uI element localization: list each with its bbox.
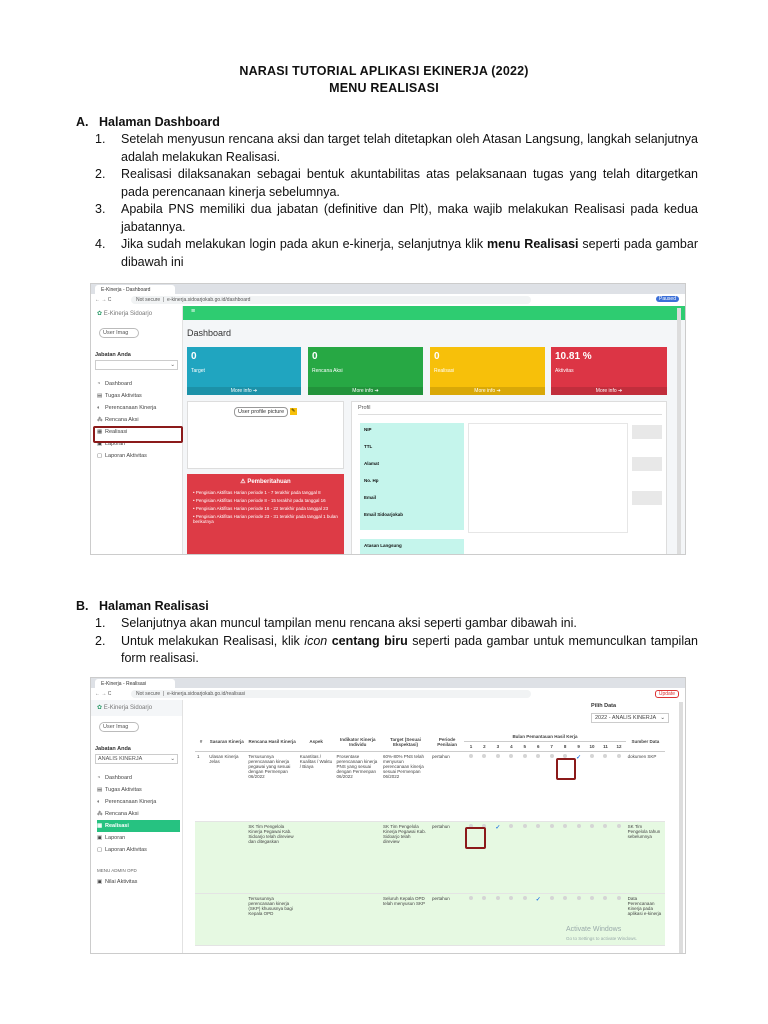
sidebar-item-nilai-aktivitas[interactable] (97, 876, 182, 888)
page-title: Dashboard (187, 328, 232, 338)
dot-icon (536, 824, 540, 828)
circle-icon: ◐ (97, 799, 101, 805)
arrow-right-icon: ➔ (253, 388, 258, 394)
cell-indikator (335, 822, 382, 894)
month-cell (532, 752, 545, 822)
windows-watermark: Activate Windows (566, 926, 622, 933)
dot-icon (617, 824, 621, 828)
dot-icon (523, 896, 527, 900)
dot-icon (550, 754, 554, 758)
sidebar-item-dashboard[interactable] (97, 772, 182, 784)
month-header: 6 (532, 742, 545, 752)
list-text: Selanjutnya akan muncul tampilan menu rencana aksi seperti gambar dibawah ini. (121, 616, 577, 630)
list-item (95, 131, 698, 166)
month-header: 11 (599, 742, 612, 752)
month-cell (478, 752, 491, 822)
stat-label: Realisasi (434, 368, 455, 374)
stat-label: Rencana Aksi (312, 368, 343, 374)
nav-label: Tugas Aktivitas (105, 787, 142, 793)
more-info-link[interactable]: More info ➔ (430, 387, 545, 395)
cell-sumber: dokumen SKP (626, 752, 665, 822)
notification-title: Pemberitahuan (247, 479, 291, 485)
more-info-link[interactable]: More info ➔ (187, 387, 301, 395)
table-icon: ▦ (97, 823, 103, 829)
cell-target: Seluruh Kepala OPD telah menyusun SKP (381, 894, 430, 946)
value-bar (632, 425, 662, 439)
browser-nav-icon[interactable]: ← → C (95, 297, 112, 303)
arrow-right-icon: ➔ (496, 388, 501, 394)
sidebar-item-laporan-aktivitas[interactable] (97, 450, 182, 462)
notification-item: • Pengisian Aktifitas Harian periode 1 - 7 terakhir pada tanggal 8 (193, 490, 321, 495)
jabatan-label: Jabatan Anda (95, 746, 131, 752)
month-cell (505, 894, 518, 946)
list-text: Jika sudah melakukan login pada akun e-kinerja, selanjutnya klik (121, 237, 488, 251)
month-header: 2 (478, 742, 491, 752)
stat-card-rencana-aksi (308, 347, 423, 395)
document-title: NARASI TUTORIAL APLIKASI EKINERJA (2022) (239, 64, 529, 78)
browser-chrome (91, 284, 685, 306)
sidebar (91, 700, 183, 953)
dot-icon (617, 896, 621, 900)
windows-watermark-sub: Go to Settings to activate Windows. (566, 936, 638, 941)
document-icon: ▢ (97, 453, 103, 459)
table-row (195, 822, 665, 894)
document-icon: ▢ (97, 847, 103, 853)
nav-label: Dashboard (105, 381, 132, 387)
report-icon: ▣ (97, 441, 103, 447)
pilih-data-label: Pilih Data (591, 703, 617, 709)
scrollbar[interactable] (679, 702, 683, 953)
profile-panel (351, 401, 667, 555)
user-image: User Imag (99, 722, 139, 732)
profile-row-atasan: Atasan Langsung (360, 539, 464, 555)
cell-sasaran: Ulasan Kinerja Jelas (207, 752, 246, 822)
month-cell (612, 822, 625, 894)
jabatan-select[interactable] (95, 754, 178, 764)
pilih-data-select[interactable] (591, 713, 669, 723)
check-icon[interactable]: ✓ (535, 897, 541, 903)
section-b-title: Halaman Realisasi (99, 599, 209, 613)
user-profile-picture: User profile picture (234, 407, 288, 417)
month-cell (518, 822, 531, 894)
profile-row-alamat: Alamat (360, 457, 464, 474)
value-bar (632, 457, 662, 471)
dot-icon (509, 754, 513, 758)
month-cell (491, 894, 504, 946)
address-bar[interactable]: Not secure | e-kinerja.sidoarjokab.go.id/realisasi (131, 690, 531, 698)
stat-value: 0 (434, 351, 440, 362)
cell-no (195, 894, 207, 946)
dot-icon (469, 896, 473, 900)
dot-icon (509, 824, 513, 828)
app-logo (91, 700, 182, 716)
dot-icon (590, 896, 594, 900)
month-header: 3 (491, 742, 504, 752)
col-aspek: Aspek (298, 732, 335, 752)
document-icon: ▣ (97, 879, 103, 885)
list-text: Untuk melakukan Realisasi, klik (121, 633, 305, 648)
warning-icon: ⚠ (240, 479, 246, 485)
logo-icon: ✿ (97, 705, 103, 711)
check-icon[interactable]: ✓ (576, 755, 582, 761)
sidebar-item-laporan[interactable] (97, 832, 182, 844)
section-a-letter: A. (76, 115, 89, 129)
sidebar-item-perencanaan[interactable] (97, 402, 182, 414)
month-header: 12 (612, 742, 625, 752)
more-info-link[interactable]: More info ➔ (551, 387, 667, 395)
col-sasaran: Sasaran Kinerja (207, 732, 246, 752)
circle-icon: ◐ (97, 405, 101, 411)
dot-icon (482, 896, 486, 900)
browser-tab[interactable]: E-Kinerja - Dashboard (95, 285, 175, 294)
dot-icon (536, 754, 540, 758)
month-cell (518, 752, 531, 822)
list-number: 2. (95, 167, 106, 181)
month-header: 8 (558, 742, 571, 752)
chart-icon: ⁂ (97, 417, 103, 423)
profile-row-nip: NIP (360, 423, 464, 440)
month-cell (612, 752, 625, 822)
nav-label: Laporan (105, 441, 126, 447)
more-info-link[interactable]: More info ➔ (308, 387, 423, 395)
cell-periode: pertahun (430, 894, 464, 946)
month-header: 1 (464, 742, 477, 752)
cell-indikator: Prosentase perencanaan kinerja PNS yang sesuai dengan Permenpan 06/2022 (335, 752, 382, 822)
cell-target: SK Tim Pengelola Kinerja Pegawai Kab. Sidoarjo telah direview (381, 822, 430, 894)
sidebar-item-tugas[interactable] (97, 390, 182, 402)
chevron-down-icon: ⌄ (660, 715, 665, 721)
nav-label: Dashboard (105, 775, 132, 781)
cell-no (195, 822, 207, 894)
month-cell (558, 822, 571, 894)
list-text: Realisasi dilaksanakan sebagai bentuk akuntabilitas atas pelaksanaan tugas yang telah ditargetkan pada perencanaan kinerja sebelumnya. (121, 167, 698, 199)
col-periode: Periode Penilaian (430, 732, 464, 752)
dot-icon (590, 824, 594, 828)
arrow-right-icon: ➔ (374, 388, 379, 394)
month-header: 7 (545, 742, 558, 752)
sidebar-item-perencanaan[interactable] (97, 796, 182, 808)
stat-label: Target (191, 368, 205, 374)
month-cell (518, 894, 531, 946)
sidebar-item-laporan-aktivitas[interactable] (97, 844, 182, 856)
col-target: Target (Sesuai Ekspektasi) (381, 732, 430, 752)
section-b-letter: B. (76, 599, 89, 613)
list-text: Apabila PNS memiliki dua jabatan (definitive dan Plt), maka wajib melakukan Realisasi pada kedua jabatannya. (121, 202, 698, 234)
chevron-down-icon: ⌄ (170, 756, 175, 762)
month-cell (545, 822, 558, 894)
list-number: 1. (95, 132, 106, 146)
sidebar-item-realisasi[interactable] (97, 820, 180, 832)
dot-icon (577, 824, 581, 828)
nav-label: Laporan Aktivitas (105, 453, 147, 459)
notification-item: • Pengisian Aktifitas Harian periode 8 - 15 terakhir pada tanggal 16 (193, 498, 326, 503)
list-item (95, 633, 698, 668)
dot-icon (617, 754, 621, 758)
edit-icon[interactable]: ✎ (291, 408, 296, 415)
month-cell (478, 894, 491, 946)
dot-icon (550, 896, 554, 900)
arrow-right-icon: ➔ (618, 388, 623, 394)
table-icon: ▦ (97, 429, 103, 435)
dot-icon (550, 824, 554, 828)
profile-button[interactable]: Paused (656, 296, 679, 302)
dot-icon (496, 896, 500, 900)
section-b-heading (76, 599, 209, 613)
cell-aspek (298, 822, 335, 894)
app-logo (91, 306, 182, 322)
section-a-heading (76, 115, 220, 129)
col-rencana: Rencana Hasil Kinerja (246, 732, 297, 752)
sidebar-item-rencana-aksi[interactable] (97, 414, 182, 426)
month-cell (545, 894, 558, 946)
dot-icon (603, 824, 607, 828)
month-cell (572, 822, 585, 894)
secure-label: Not secure (136, 691, 161, 697)
dot-icon (509, 896, 513, 900)
scrollbar[interactable] (677, 308, 681, 554)
logo-text: E-Kinerja Sidoarjo (103, 705, 153, 711)
dot-icon (496, 754, 500, 758)
stat-card-target (187, 347, 301, 395)
cell-aspek (298, 894, 335, 946)
realisasi-table (195, 732, 665, 946)
list-bold-text: menu Realisasi (487, 237, 579, 251)
month-cell (491, 822, 504, 894)
select-value: 2022 - ANALIS KINERJA (595, 715, 657, 721)
cell-sasaran (207, 894, 246, 946)
stat-value: 0 (312, 351, 318, 362)
table-row (195, 752, 665, 822)
notification-item: • Pengisian Aktifitas Harian periode 23 - 31 terakhir pada tanggal 1 bulan berikutnya (193, 514, 338, 524)
cell-sumber: SK Tim Pengelola tahun sebelumnya (626, 822, 665, 894)
month-header: 4 (505, 742, 518, 752)
dot-icon (523, 824, 527, 828)
select-value: ANALIS KINERJA (98, 756, 143, 762)
browser-tab[interactable]: E-Kinerja - Realisasi (95, 679, 175, 688)
cell-rencana: SK Tim Pengelola Kinerja Pegawai Kab. Sidoarjo telah direview dan ditegaskan (246, 822, 297, 894)
sidebar-item-rencana-aksi[interactable] (97, 808, 182, 820)
highlight-check-box (465, 827, 486, 849)
cell-no: 1 (195, 752, 207, 822)
section-a-list (95, 131, 698, 271)
highlight-realisasi-box (93, 426, 183, 443)
list-item (95, 201, 698, 236)
cell-rencana: Tersusunnya perencanaan kinerja pegawai yang sesuai dengan Permenpan 06/2022 (246, 752, 297, 822)
stat-card-aktivitas (551, 347, 667, 395)
nav-label: Perencanaan Kinerja (105, 799, 157, 805)
col-sumber: Sumber Data (626, 732, 665, 752)
stat-value: 10.81 % (555, 351, 592, 362)
dot-icon (469, 754, 473, 758)
dashboard-screenshot (90, 283, 686, 555)
realisasi-screenshot (90, 677, 686, 954)
cell-periode: pertahun (430, 752, 464, 822)
month-cell (599, 822, 612, 894)
cell-sumber: Data Perencanaan Kinerja pada aplikasi e-kinerja (626, 894, 665, 946)
nav-label: Realisasi (105, 823, 129, 829)
profile-row-nohp: No. Hp (360, 474, 464, 491)
list-item (95, 166, 698, 201)
chart-icon: ⁂ (97, 811, 103, 817)
month-cell (491, 752, 504, 822)
browser-nav-icon[interactable]: ← → C (95, 691, 112, 697)
browser-chrome (91, 678, 685, 700)
nav-label: Realisasi (105, 429, 128, 435)
cell-sasaran (207, 822, 246, 894)
month-header: 10 (585, 742, 598, 752)
nav-label: Rencana Aksi (105, 811, 139, 817)
file-icon: ▤ (97, 393, 103, 399)
month-header: 5 (518, 742, 531, 752)
month-cell (585, 752, 598, 822)
month-cell (505, 752, 518, 822)
dot-icon (563, 896, 567, 900)
month-cell (464, 894, 477, 946)
dashboard-icon: ◔ (97, 775, 101, 781)
report-icon: ▣ (97, 835, 103, 841)
list-number: 1. (95, 616, 106, 630)
list-italic-text: icon (304, 633, 328, 648)
nav-label: Rencana Aksi (105, 417, 139, 423)
list-item (95, 236, 698, 271)
notification-box (187, 474, 344, 554)
profile-row-email: Email (360, 491, 464, 508)
chevron-down-icon: ⌄ (170, 362, 175, 368)
cell-target: 60%-80% PNS telah menyusun perencanaan kinerja sesuai Permenpan 06/2022 (381, 752, 430, 822)
profile-picture-box (187, 401, 344, 469)
nav-label: Tugas Aktivitas (105, 393, 142, 399)
profile-values (468, 423, 628, 533)
dot-icon (482, 754, 486, 758)
list-number: 4. (95, 237, 106, 251)
nav-label: Laporan Aktivitas (105, 847, 147, 853)
address-bar[interactable]: Not secure | e-kinerja.sidoarjokab.go.id/dashboard (131, 296, 531, 304)
cell-periode: pertahun (430, 822, 464, 894)
dot-icon (590, 754, 594, 758)
sidebar-item-tugas[interactable] (97, 784, 182, 796)
nav-label: Laporan (105, 835, 126, 841)
dot-icon (603, 896, 607, 900)
month-cell (505, 822, 518, 894)
profile-row-email-sidoarjokab: Email Sidoarjokab (360, 508, 464, 530)
check-icon[interactable]: ✓ (495, 825, 501, 831)
url-text: e-kinerja.sidoarjokab.go.id/dashboard (167, 297, 251, 303)
highlight-check-box (556, 758, 576, 780)
month-header: 9 (572, 742, 585, 752)
list-bold-text: centang biru (327, 633, 408, 648)
dot-icon (523, 754, 527, 758)
list-text: seperti pada gambar untuk memunculkan tampilan form realisasi. (121, 633, 699, 665)
month-cell (464, 752, 477, 822)
cell-rencana: Tersusunnya perencanaan kinerja (SKP) khususnya bagi Kepala OPD (246, 894, 297, 946)
jabatan-select[interactable] (95, 360, 178, 370)
stat-card-realisasi (430, 347, 545, 395)
menu-icon[interactable]: ≡ (191, 308, 196, 315)
list-text: Setelah menyusun rencana aksi dan target telah ditetapkan oleh Atasan Langsung, langkah selanjutnya adalah melakukan Realisasi. (121, 132, 698, 164)
sidebar-item-dashboard[interactable] (97, 378, 182, 390)
dashboard-icon: ◔ (97, 381, 101, 387)
list-item (95, 615, 698, 633)
stat-label: Aktivitas (555, 368, 574, 374)
col-indikator: Indikator Kinerja Individu (335, 732, 382, 752)
section-a-title: Halaman Dashboard (99, 115, 220, 129)
secure-label: Not secure (136, 297, 161, 303)
nav-label: Perencanaan Kinerja (105, 405, 157, 411)
cell-aspek: Kuantitas / Kualitas / Waktu / Biaya (298, 752, 335, 822)
list-text: seperti pada gambar dibawah ini (121, 237, 698, 269)
profile-row-ttl: TTL (360, 440, 464, 457)
dot-icon (563, 824, 567, 828)
col-bulan: Bulan Pemantauan Hasil Kerja (464, 732, 625, 742)
url-text: e-kinerja.sidoarjokab.go.id/realisasi (167, 691, 246, 697)
section-b-list (95, 615, 698, 668)
top-bar (183, 306, 685, 320)
nav-label: Nilai Aktivitas (105, 879, 138, 885)
col-no: # (195, 732, 207, 752)
logo-icon: ✿ (97, 311, 103, 317)
list-number: 3. (95, 202, 106, 216)
month-cell (532, 822, 545, 894)
dot-icon (603, 754, 607, 758)
notification-item: • Pengisian Aktifitas Harian periode 16 - 22 terakhir pada tanggal 23 (193, 506, 329, 511)
value-bar (632, 491, 662, 505)
update-button[interactable]: Update (655, 690, 679, 698)
file-icon: ▤ (97, 787, 103, 793)
month-cell (599, 752, 612, 822)
jabatan-label: Jabatan Anda (95, 352, 131, 358)
user-image: User Imag (99, 328, 139, 338)
tab-profil[interactable]: Profil (358, 405, 371, 411)
dot-icon (577, 896, 581, 900)
admin-menu-label: MENU ADMIN OPD (97, 868, 137, 873)
stat-value: 0 (191, 351, 197, 362)
list-number: 2. (95, 633, 106, 648)
month-cell (532, 894, 545, 946)
month-cell (585, 822, 598, 894)
logo-text: E-Kinerja Sidoarjo (103, 311, 153, 317)
document-subtitle: MENU REALISASI (329, 81, 439, 95)
cell-indikator (335, 894, 382, 946)
